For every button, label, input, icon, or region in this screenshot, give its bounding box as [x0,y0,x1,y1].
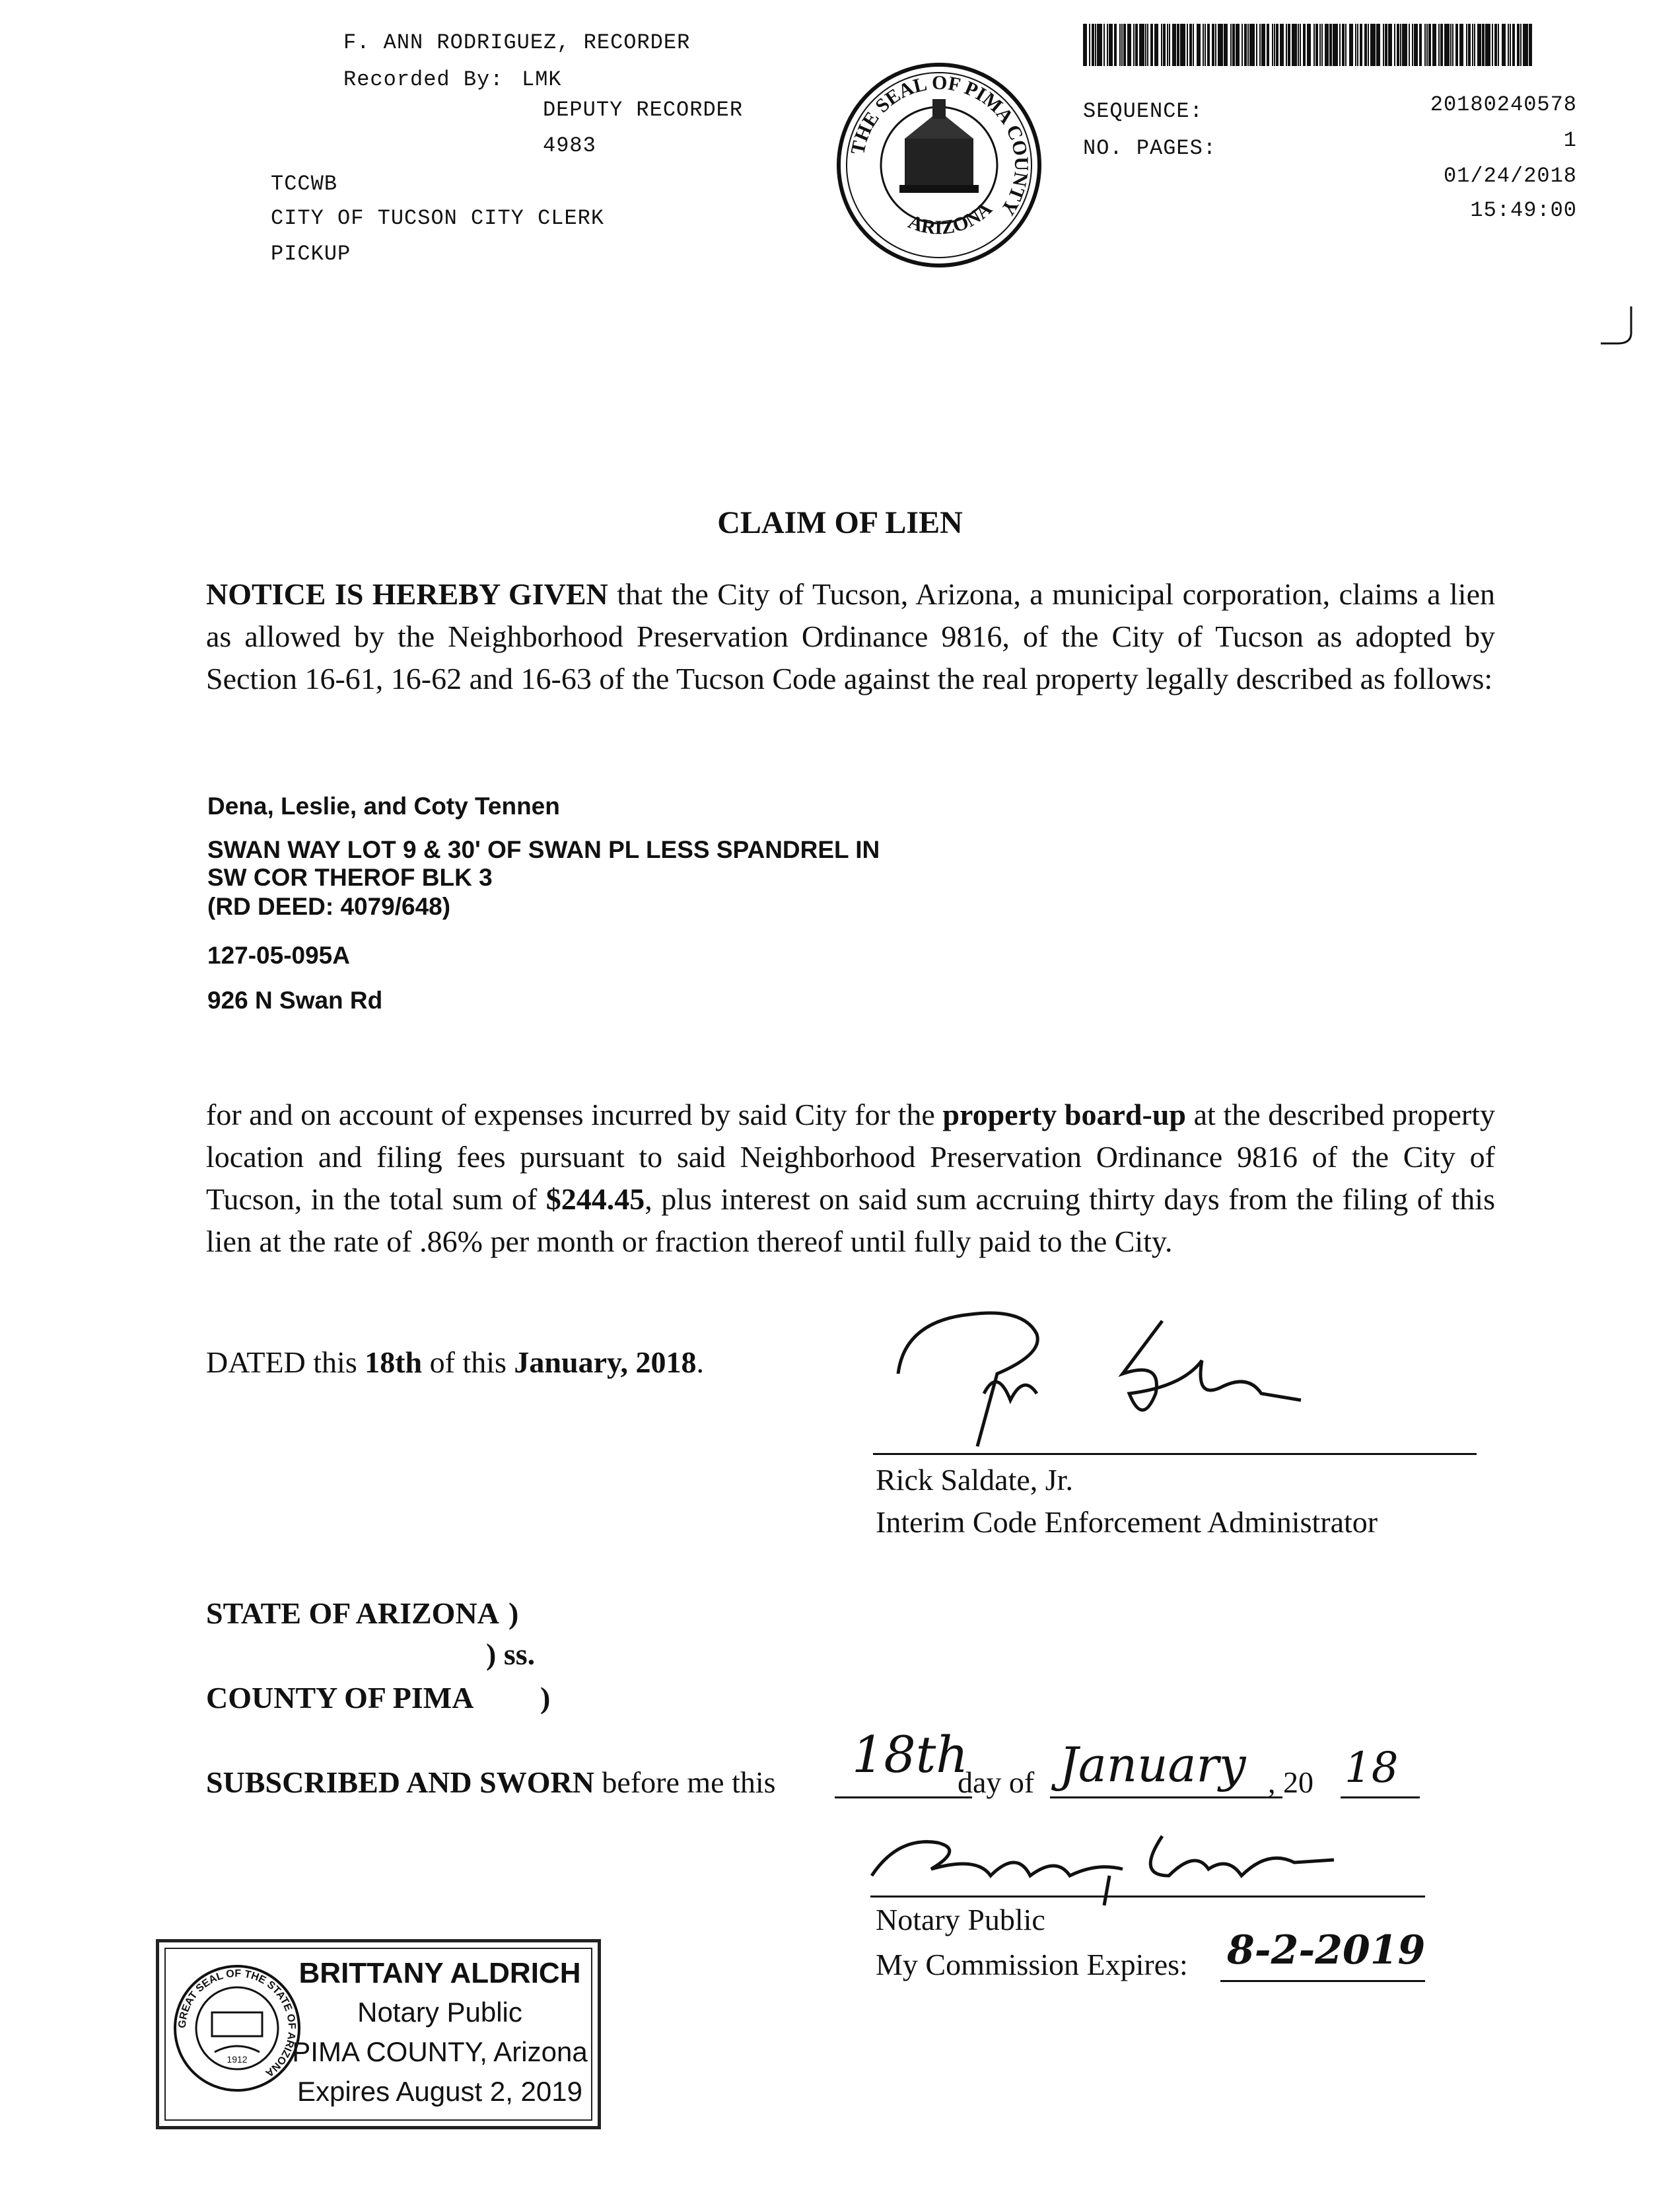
commission-line [1220,1980,1425,1982]
barcode-bar [1455,24,1458,66]
barcode-bar [1303,24,1306,66]
barcode-bar [1123,24,1126,66]
seal-ring-text: THE SEAL OF PIMA COUNTY [847,71,1033,219]
notary-signature-icon [858,1810,1360,1909]
barcode-bar [1397,24,1399,66]
stamp-notary-expires: Expires August 2, 2019 [297,2076,582,2107]
barcode-bar [1529,24,1532,66]
barcode-bar [1364,24,1367,66]
venue-paren-2: ) [540,1681,551,1715]
recording-method: PICKUP [271,242,351,266]
recording-code: TCCWB [271,172,338,196]
barcode-bar [1203,24,1204,66]
barcode-bar [1383,24,1384,66]
jurat-year-line [1341,1796,1420,1798]
barcode-bar [1249,24,1255,66]
barcode-bar [1187,24,1188,66]
jurat-year-handwritten: 18 [1345,1744,1399,1792]
barcode-bar [1300,24,1301,66]
barcode-bar [1256,24,1257,66]
barcode-bar [1224,24,1228,66]
notice-text: that the City of Tucson, Arizona, a municipal corporation, claims a lien as allowed by the Neighborhood Preservation Ordinance 9816, of the City of Tucson as adopted by Section 16-61, 16-62 and 16-63 of the Tucson Code against the real property legally described as follows: [206,577,1495,695]
barcode-bar [1388,24,1392,66]
svg-text:THE SEAL OF PIMA COUNTY [847,72,1032,219]
barcode-bar [1419,24,1422,66]
notice-lead: NOTICE IS HEREBY GIVEN [206,577,608,611]
barcode-bar [1498,24,1499,66]
barcode-bar [1189,24,1192,66]
barcode-bar [1482,24,1485,66]
barcode-bar [1468,24,1471,66]
barcode-bar [1167,24,1168,66]
barcode-bar [1452,24,1453,66]
arizona-seal-ring-text: GREAT SEAL OF THE STATE OF ARIZONA [176,1968,298,2079]
seal-bottom-text: ARIZONA [905,197,997,239]
recording-party: CITY OF TUCSON CITY CLERK [271,206,605,230]
page-title: CLAIM OF LIEN [717,505,963,540]
deputy-number: 4983 [543,133,596,158]
stamp-notary-county: PIMA COUNTY, Arizona [292,2036,588,2067]
barcode-bar [1342,24,1345,66]
barcode-bar [1494,24,1497,66]
barcode-bar [1321,24,1323,66]
signature-line [873,1453,1477,1455]
barcode-bar [1095,24,1096,66]
barcode-bar [1197,24,1201,66]
legal-description-line2: SW COR THEROF BLK 3 [207,864,493,891]
barcode-bar [1276,24,1278,66]
barcode-bar [1313,24,1315,66]
property-address: 926 N Swan Rd [207,987,383,1014]
jurat-line [206,1765,776,1800]
dated-prefix: DATED this [206,1345,365,1379]
legal-description-line1: SWAN WAY LOT 9 & 30' OF SWAN PL LESS SPANDREL IN [207,836,880,863]
barcode-bar [1280,24,1284,66]
stamp-notary-name: BRITTANY ALDRICH [298,1957,581,1989]
barcode-bar [1357,24,1358,66]
barcode-bar [1412,24,1413,66]
barcode-bar [1426,24,1428,66]
barcode-bar [1517,24,1520,66]
barcode-bar [1133,24,1135,66]
barcode-bar [1492,24,1493,66]
barcode-bar [1083,24,1087,66]
stamp-notary-role: Notary Public [357,1997,522,2028]
jurat-day-of: day of [958,1765,1035,1799]
barcode-bar [1502,24,1506,66]
barcode-bar [1444,24,1450,66]
barcode-bar [1109,24,1113,66]
barcode-bar [1325,24,1329,66]
barcode-bar [1205,24,1206,66]
barcode-bar [1274,24,1275,66]
barcode-bar [1092,24,1094,66]
barcode-bar [1315,24,1318,66]
barcode-bar [1103,24,1105,66]
barcode-bar [1215,24,1216,66]
barcode-bar [1333,24,1338,66]
barcode-bar [1161,24,1162,66]
barcode-bar [1339,24,1341,66]
barcode-bar [1459,24,1463,66]
property-owners: Dena, Leslie, and Coty Tennen [207,793,560,820]
barcode-bar [1232,24,1235,66]
sequence-label: SEQUENCE: [1083,99,1203,124]
barcode-bar [1349,24,1353,66]
venue-state: STATE OF ARIZONA [206,1596,499,1630]
barcode-bar [1150,24,1153,66]
barcode-bar [1172,24,1176,66]
jurat-before: before me this [594,1765,776,1799]
total-sum: $244.45 [545,1182,645,1216]
signature-drawing-icon [878,1294,1354,1466]
barcode-bar [1329,24,1332,66]
barcode-bar [1520,24,1522,66]
barcode-bar [1180,24,1185,66]
barcode-bar [1432,24,1436,66]
barcode-bar [1177,24,1179,66]
barcode-bar [1261,24,1265,66]
arizona-state-seal-icon [171,1962,303,2094]
sequence-value: 20180240578 [1430,92,1577,117]
jurat-lead: SUBSCRIBED AND SWORN [206,1765,594,1799]
document-barcode [1083,24,1532,66]
barcode-bar [1360,24,1362,66]
barcode-bar [1307,24,1311,66]
barcode-bar [1292,24,1297,66]
barcode-bar [1244,24,1247,66]
barcode-bar [1508,24,1509,66]
barcode-bar [1147,24,1148,66]
expenses-paragraph [206,1094,1495,1263]
barcode-bar [1286,24,1287,66]
dated-mid: of this [422,1345,514,1379]
commission-expires-handwritten: 8-2-2019 [1227,1927,1426,1973]
barcode-bar [1472,24,1473,66]
barcode-bar [1288,24,1290,66]
barcode-bar [1218,24,1223,66]
barcode-bar [1477,24,1481,66]
barcode-bar [1370,24,1376,66]
jurat-year-prefix: , 20 [1268,1765,1313,1799]
dated-line [206,1345,704,1380]
barcode-bar [1139,24,1144,66]
notary-public-label: Notary Public [876,1903,1045,1936]
barcode-bar [1097,24,1102,66]
barcode-bar [1089,24,1090,66]
recording-date: 01/24/2018 [1443,164,1577,188]
barcode-bar [1135,24,1138,66]
jurat-day-handwritten: 18th [852,1725,969,1784]
venue-ss: ) ss. [486,1637,536,1671]
pages-label: NO. PAGES: [1083,136,1217,160]
barcode-bar [1298,24,1299,66]
barcode-bar [1259,24,1261,66]
dated-suffix: . [696,1345,704,1379]
barcode-bar [1385,24,1387,66]
barcode-bar [1510,24,1511,66]
recorded-by-label: Recorded By: [343,67,504,92]
barcode-bar [1450,24,1452,66]
barcode-bar [1119,24,1121,66]
deputy-recorder: DEPUTY RECORDER [543,98,744,122]
barcode-bar [1428,24,1431,66]
notary-signature-line [870,1896,1425,1897]
signatory-name: Rick Saldate, Jr. [876,1463,1073,1497]
barcode-bar [1114,24,1117,66]
jurat-month-line [1050,1796,1282,1798]
expenses-text-2: at the described property location and filing fees pursuant to said Neighborhood Preservation Ordinance 9816 of the City of Tucson, in the total sum of [206,1098,1495,1216]
recording-time: 15:49:00 [1470,198,1577,223]
barcode-bar [1394,24,1395,66]
barcode-bar [1409,24,1410,66]
recorded-by-value: LMK [522,67,562,92]
pima-county-seal [833,59,1045,271]
expenses-text-3: , plus interest on said sum accruing thirty days from the filing of this lien at the rate of .86% per month or fraction thereof until fully paid to the City. [206,1182,1495,1258]
venue-paren-1: ) [508,1596,519,1630]
barcode-bar [1485,24,1490,66]
barcode-bar [1207,24,1210,66]
barcode-bar [1474,24,1475,66]
barcode-bar [1319,24,1321,66]
signatory-title: Interim Code Enforcement Administrator [876,1505,1378,1539]
barcode-bar [1438,24,1440,66]
barcode-bar [1512,24,1515,66]
barcode-bar [1376,24,1380,66]
jurat-day-line [835,1796,972,1798]
dated-month-year: January, 2018 [514,1345,697,1379]
commission-expires-label: My Commission Expires: [876,1948,1188,1981]
board-up-emphasis: property board-up [942,1098,1187,1131]
barcode-bar [1230,24,1232,66]
barcode-bar [1440,24,1443,66]
svg-text:ARIZONA [905,197,997,238]
barcode-bar [1466,24,1467,66]
barcode-bar [1414,24,1418,66]
jurat-month-handwritten: January [1059,1737,1246,1792]
barcode-bar [1345,24,1347,66]
barcode-bar [1272,24,1273,66]
barcode-bar [1193,24,1194,66]
barcode-bar [1523,24,1528,66]
barcode-bar [1236,24,1240,66]
barcode-bar [1107,24,1108,66]
arizona-seal-year: 1912 [227,2054,248,2065]
barcode-bar [1127,24,1131,66]
recorder-name: F. ANN RODRIGUEZ, RECORDER [343,30,691,55]
barcode-bar [1368,24,1369,66]
parcel-number: 127-05-095A [207,942,350,969]
barcode-bar [1169,24,1170,66]
barcode-bar [1145,24,1146,66]
pages-value: 1 [1563,128,1577,153]
barcode-bar [1163,24,1166,66]
barcode-bar [1400,24,1401,66]
dated-day: 18th [365,1345,423,1379]
barcode-bar [1247,24,1249,66]
barcode-bar [1242,24,1243,66]
barcode-bar [1121,24,1123,66]
corner-mark-icon [1598,304,1638,350]
expenses-text-1: for and on account of expenses incurred by said City for the [206,1098,943,1131]
barcode-bar [1154,24,1158,66]
venue-county: COUNTY OF PIMA [206,1681,474,1715]
barcode-bar [1402,24,1407,66]
notice-paragraph [206,573,1495,700]
deed-reference: (RD DEED: 4079/648) [207,893,451,920]
barcode-bar [1267,24,1269,66]
barcode-bar [1355,24,1356,66]
notary-stamp [156,1939,601,2129]
barcode-bar [1212,24,1214,66]
barcode-bar [1424,24,1426,66]
